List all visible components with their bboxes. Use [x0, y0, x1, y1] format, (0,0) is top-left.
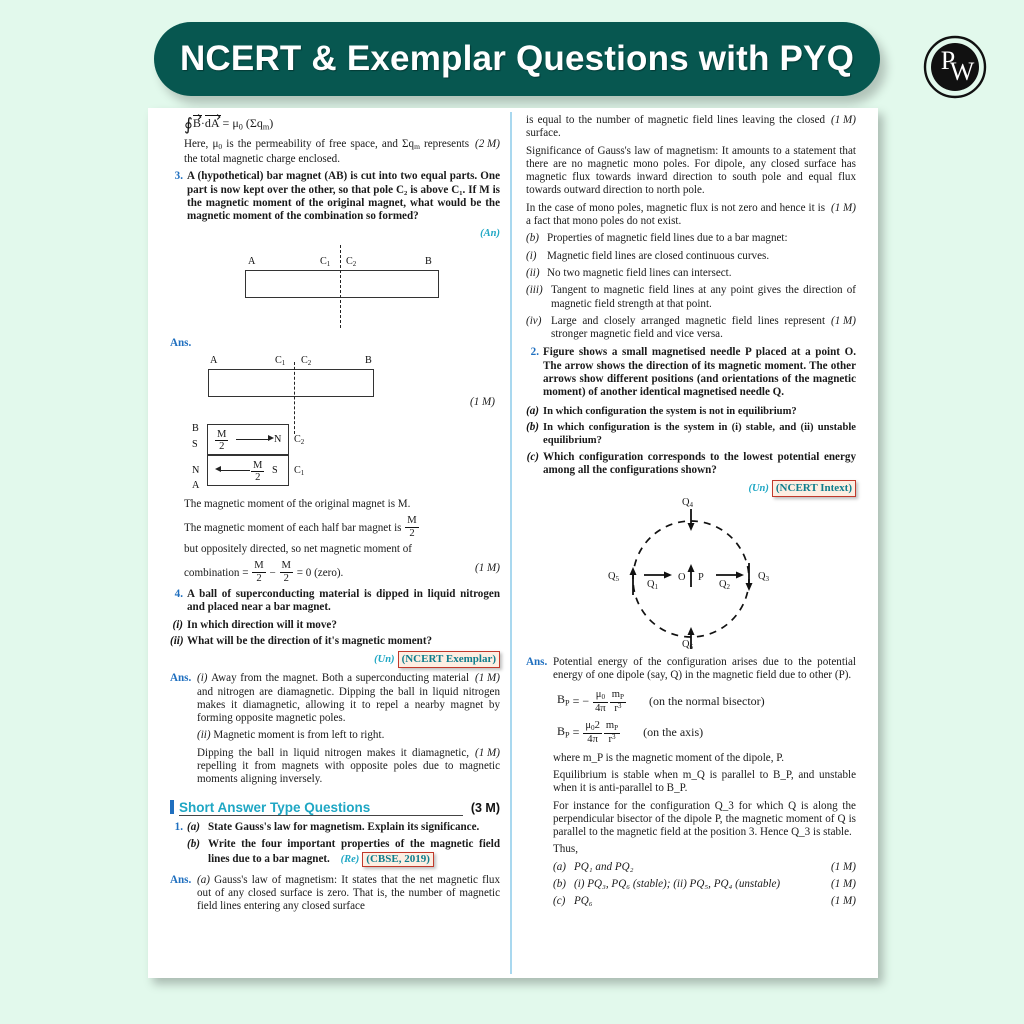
- sa-q2-c-label: (c): [526, 450, 539, 463]
- answer-4-ii-text: Magnetic moment is from left to right.: [213, 729, 385, 742]
- sa-question-1: [170, 821, 500, 871]
- sa-q2-b-label: (b): [526, 420, 539, 433]
- sa-answer-1-a-label: (a): [197, 873, 210, 886]
- needle-configuration-diagram: [526, 497, 856, 656]
- here-sub-1: 0: [218, 141, 223, 151]
- eq1-lhs: $B_P$: [557, 692, 570, 708]
- sa-answer-2-equilibrium: Equilibrium is stable when m_Q is parallel to B_P, and unstable when it is anti-parallel to B_P.: [553, 768, 856, 795]
- skill-tag-un-2: (Un): [748, 483, 769, 495]
- mono-text: In the case of mono poles, magnetic flux is not zero and hence it is a fact that mono poles do not exist.: [526, 201, 826, 228]
- property-iii: [526, 284, 856, 311]
- sa-q2-a-label: (a): [526, 404, 539, 417]
- property-iv: [526, 315, 856, 342]
- diagram3-label-S-bot: S: [272, 464, 278, 476]
- sa-answer-2-a-label: (a): [553, 860, 566, 873]
- eq2-frac-mp: $\frac{m_P}{r^3}$: [605, 720, 619, 746]
- sa-question-1-number: 1.: [174, 820, 183, 833]
- mm4-frac-2: $\frac{M}{2}$: [281, 560, 291, 584]
- answer-4-part-i: [197, 672, 500, 725]
- diagram3-arrow-top-line: [236, 439, 269, 440]
- sa-answer-2-body: [553, 656, 856, 912]
- diagram3-frac-top: $\frac{M}{2}$: [217, 428, 227, 453]
- question-4: [170, 588, 500, 615]
- question-4-sub-ii-label: (ii): [170, 635, 184, 647]
- sa-q2-b-text: In which configuration is the system in (i) stable, and (ii) unstable equilibrium?: [543, 421, 856, 447]
- answer-4-part-ii: [197, 729, 500, 742]
- mm4-post: = 0 (zero).: [296, 567, 344, 580]
- paragraph-magnetic-moment-1: The magnetic moment of the original magnet is M.: [184, 497, 411, 510]
- needle-label-Q4: $Q_4$: [682, 497, 694, 510]
- mm4-marks: (1 M): [475, 562, 500, 575]
- sa-answer-2-a-text: PQ₁ and PQ₂: [574, 860, 634, 873]
- diagram1-magnet-body: [245, 270, 439, 298]
- property-ii-text: No two magnetic field lines can intersect.: [547, 266, 732, 279]
- property-b-label: (b): [526, 232, 539, 245]
- needle-label-O: O: [678, 572, 686, 584]
- paragraph-here: [170, 138, 500, 167]
- sa-answer-1-body: [197, 874, 500, 914]
- property-b: [526, 232, 856, 245]
- answer-4-p3-marks: (1 M): [475, 746, 500, 759]
- sa-question-2: [526, 346, 856, 399]
- gauss-law-equation: [170, 117, 500, 134]
- section-header-short-answer: [170, 798, 500, 816]
- question-4-sub-ii-text: What will be the direction of it's magnetic moment?: [187, 635, 433, 647]
- needle-label-Q1: $Q_1$: [647, 579, 659, 592]
- property-i: [526, 250, 856, 263]
- diagram2-marks: (1 M): [470, 395, 495, 408]
- sa-answer-2-b-marks: (1 M): [831, 878, 856, 890]
- sa-q1-a-label: (a): [187, 820, 200, 833]
- answer-4-i-marks: (1 M): [475, 672, 500, 685]
- property-ii-label: (ii): [526, 266, 540, 279]
- sa-q1-b-label: (b): [187, 838, 200, 851]
- needle-label-Q3: $Q_3$: [758, 571, 770, 584]
- eq2-lhs: $B_P$: [557, 723, 570, 739]
- answer-4-i-label: (i): [197, 672, 208, 685]
- question-3: [170, 170, 500, 223]
- mm4-frac-1: $\frac{M}{2}$: [254, 560, 264, 584]
- sa-q2-part-a: [526, 405, 856, 418]
- paren-close: ): [269, 116, 274, 130]
- sa-q1-b-text: Write the four important properties of the magnetic field lines due to a bar magnet.: [208, 838, 500, 865]
- mu-symbol: μ: [232, 116, 239, 130]
- eq2-frac-mu: $\frac{\mu_02}{4\pi}$: [585, 720, 600, 746]
- bar-magnet-diagram-1: [170, 245, 500, 337]
- diagram3-frac-bot: $\frac{M}{2}$: [253, 459, 263, 484]
- eq1-frac-mp: $\frac{m_P}{r^3}$: [611, 688, 625, 714]
- sa-answer-2-c-text: PQ₆: [574, 895, 593, 908]
- svg-text:W: W: [949, 57, 975, 86]
- question-3-tags: [170, 226, 500, 241]
- diagram1-label-C1: $C_1$: [320, 256, 331, 269]
- sa-answer-1-a-text: Gauss's law of magnetism: It states that the net magnetic flux out of any closed surface is zero. That is, the number of magnetic field lines entering any closed surface: [197, 873, 501, 913]
- left-column: [170, 114, 500, 917]
- sa-q2-part-b: [526, 421, 856, 448]
- diagram3-arrow-bot-line: [221, 470, 250, 471]
- answer-4-body: [197, 672, 500, 790]
- sa-answer-2-a: [553, 861, 856, 874]
- here-sub-2: m: [414, 141, 420, 151]
- mm2-fraction: $\frac{M}{2}$: [407, 515, 417, 539]
- diagram3-label-C1: $C_1$: [294, 464, 305, 477]
- cont-top-text: is equal to the number of magnetic field lines leaving the closed surface.: [526, 114, 826, 140]
- sa-answer-2-instance: For instance for the configuration Q_3 for which Q is along the perpendicular bisector of the dipole P, the magnetic moment of Q is parallel to the magnetic field at the position 3. Hence Q_3 is stable.: [553, 799, 856, 839]
- question-4-sub-ii: [170, 635, 500, 648]
- bar-magnet-diagram-2: [170, 354, 500, 422]
- diagram1-cut-line: [340, 245, 341, 328]
- paragraph-significance: Significance of Gauss's law of magnetism: It amounts to a statement that there are no magnetic mono poles. For dipole, any closed surface has magnetic flux towards inward direction to south pole and equal flux towards outward direction to north pole.: [526, 144, 856, 197]
- diagram1-label-A: A: [248, 256, 256, 268]
- vector-B: B: [192, 116, 201, 130]
- equals-sign: =: [222, 116, 230, 130]
- right-column: [526, 114, 856, 916]
- diagram2-label-B: B: [365, 354, 372, 366]
- diagram3-label-A: A: [192, 479, 200, 491]
- header-banner: [154, 22, 880, 96]
- sa-q1-part-a: [187, 821, 500, 834]
- sa-question-2-text: Figure shows a small magnetised needle P placed at a point O. The arrow shows the direction of its magnetic moment. The other arrows show different positions (and orientations of the magnetic moment) of another identical magnetised needle Q.: [543, 346, 856, 399]
- sa-answer-2-c: [553, 895, 856, 908]
- needle-label-P: P: [698, 572, 704, 584]
- diagram2-label-C1: $C_1$: [275, 354, 286, 367]
- property-iii-text: Tangent to magnetic field lines at any point gives the direction of magnetic field strength at that point.: [551, 284, 856, 310]
- diagram3-label-C2: $C_2$: [294, 433, 305, 446]
- property-ii: [526, 267, 856, 280]
- sa-answer-2-p1: Potential energy of the configuration arises due to the potential energy of one dipole (say, Q) in the magnetic field due to other (P).: [553, 656, 856, 682]
- equation-Bp-bisector: [557, 689, 856, 714]
- eq2-equals: =: [572, 725, 580, 740]
- diagram1-label-B: B: [425, 256, 432, 268]
- sa-answer-2-b-label: (b): [553, 878, 566, 890]
- sa-question-1-body: [187, 821, 500, 871]
- eq1-frac-mu: $\frac{\mu_0}{4\pi}$: [595, 688, 606, 714]
- question-4-number: 4.: [174, 588, 183, 601]
- answer-4-part-3: [197, 747, 500, 787]
- sa-answer-2-thus: Thus,: [553, 843, 578, 856]
- answer-4-p3-text: Dipping the ball in liquid nitrogen makes it diamagnetic, repelling it from magnets with opposite poles due to magnetic moments aligning inversely.: [197, 746, 500, 786]
- question-4-text: A ball of superconducting material is dipped in liquid nitrogen and placed near a bar magnet.: [187, 588, 500, 614]
- diagram2-label-A: A: [210, 354, 218, 366]
- paragraph-continuation: [526, 114, 856, 141]
- sa-answer-1: [170, 874, 500, 914]
- diagram1-label-C2: $C_2$: [346, 256, 357, 269]
- paragraph-magnetic-moment-3: but oppositely directed, so net magnetic moment of: [184, 542, 412, 555]
- sa-answer-2-c-label: (c): [553, 895, 566, 908]
- diagram3-label-S-top: S: [192, 438, 198, 450]
- sa-q2-tags: [526, 480, 856, 497]
- cont-top-marks: (1 M): [831, 114, 856, 126]
- skill-tag-an: (An): [480, 228, 500, 240]
- section-title: Short Answer Type Questions: [179, 801, 463, 816]
- answer-3-label-row: [170, 337, 500, 350]
- sa-question-2-number: 2.: [530, 346, 539, 359]
- source-tag-ncert-exemplar: (NCERT Exemplar): [398, 651, 500, 668]
- diagram2-label-C2: $C_2$: [301, 354, 312, 367]
- question-4-sub-i-text: In which direction will it move?: [187, 618, 337, 631]
- svg-text:P: P: [940, 46, 956, 75]
- question-4-sub-i-label: (i): [172, 618, 183, 631]
- contour-integral-icon: ∮: [184, 115, 193, 134]
- question-4-tags: [170, 651, 500, 668]
- property-i-label: (i): [526, 249, 537, 262]
- answer-4-label: Ans.: [170, 672, 192, 685]
- question-3-text: A (hypothetical) bar magnet (AB) is cut into two equal parts. One part is now kept over the other, so that pole C₂ is above C₁. If M is the magnetic moment of the original magnet, what would be the magnetic moment of the combination so formed?: [187, 170, 500, 223]
- needle-label-Q6: $Q_6$: [682, 639, 694, 652]
- sa-answer-2-a-marks: (1 M): [831, 860, 856, 873]
- sa-answer-2-c-marks: (1 M): [831, 895, 856, 908]
- answer-4-i-text: Away from the magnet. Both a superconducting material and nitrogen are diamagnetic. Dipping the ball in liquid nitrogen makes it diamagnetic, allowing it to repel a nearby magnet by forming opposite magnetic poles.: [197, 672, 500, 725]
- source-tag-ncert-intext: (NCERT Intext): [772, 480, 856, 497]
- source-tag-cbse-2019: (CBSE, 2019): [362, 852, 434, 867]
- paragraph-magnetic-moment-2: [170, 515, 500, 539]
- sa-answer-2-b: [553, 878, 856, 891]
- here-text-2: is the permeability of free space, and Σq: [222, 137, 415, 150]
- vector-dA: dA: [204, 116, 220, 130]
- property-iv-wrap: [551, 315, 856, 342]
- mono-marks: (1 M): [831, 201, 856, 214]
- property-i-text: Magnetic field lines are closed continuous curves.: [547, 249, 770, 262]
- sigma-q-text: (Σq: [245, 116, 263, 130]
- sa-q1-part-b: [187, 838, 500, 867]
- eq1-note: (on the normal bisector): [649, 693, 765, 708]
- sigma-q-subscript: m: [262, 122, 270, 132]
- mu-subscript: 0: [238, 122, 243, 132]
- sa-q2-part-c: [526, 451, 856, 478]
- bar-magnet-diagram-3: [170, 422, 500, 492]
- eq2-note: (on the axis): [643, 725, 704, 740]
- diagram3-label-N-bot: N: [192, 464, 200, 476]
- sa-answer-2-where: where m_P is the magnetic moment of the dipole, P.: [553, 751, 784, 764]
- sa-answer-2-b-text: (i) PQ₃, PQ₆ (stable); (ii) PQ₅, PQ₄ (unstable): [574, 878, 781, 890]
- dot-operator: ·: [200, 116, 205, 130]
- sa-q2-c-text: Which configuration corresponds to the lowest potential energy among all the configurations shown?: [543, 450, 856, 476]
- mm4-pre: combination =: [184, 567, 249, 580]
- equation-Bp-axis: [557, 720, 856, 745]
- sa-q1-b-text-wrap: [208, 838, 500, 867]
- paragraph-magnetic-moment-4: [170, 560, 500, 584]
- skill-tag-un: (Un): [374, 654, 395, 666]
- section-marks: (3 M): [470, 800, 500, 815]
- property-b-text: Properties of magnetic field lines due to a bar magnet:: [547, 232, 788, 245]
- sa-answer-2: [526, 656, 856, 912]
- page-title: NCERT & Exemplar Questions with PYQ: [179, 39, 855, 78]
- skill-tag-re: (Re): [340, 853, 360, 865]
- sa-answer-2-label: Ans.: [526, 656, 548, 669]
- mm2-text: The magnetic moment of each half bar magnet is: [184, 522, 402, 535]
- document-page: [148, 108, 878, 978]
- needle-label-Q5: $Q_5$: [608, 571, 620, 584]
- diagram3-label-N-top: N: [274, 433, 282, 445]
- pw-logo-icon: [922, 34, 988, 100]
- answer-3-label: Ans.: [170, 337, 192, 350]
- property-iv-label: (iv): [526, 314, 542, 327]
- property-iv-marks: (1 M): [831, 314, 856, 327]
- property-iii-label: (iii): [526, 284, 543, 297]
- pw-logo: [922, 34, 988, 100]
- needle-label-Q2: $Q_2$: [719, 579, 731, 592]
- column-divider: [510, 112, 512, 974]
- diagram2-magnet-body: [208, 369, 374, 397]
- here-text-3: represents the total magnetic charge enclosed.: [184, 137, 470, 165]
- here-text-1: Here, μ: [184, 137, 219, 150]
- needle-diagram-svg: [526, 501, 856, 656]
- mm4-minus: −: [269, 567, 276, 580]
- eq1-equals: = −: [572, 693, 590, 708]
- question-4-sub-i: [170, 619, 500, 632]
- sa-q1-a-text: State Gauss's law for magnetism. Explain its significance.: [208, 820, 480, 833]
- answer-4: [170, 672, 500, 790]
- question-3-number: 3.: [174, 170, 183, 183]
- marks-2m: (2 M): [475, 137, 500, 150]
- sa-answer-1-label: Ans.: [170, 873, 192, 886]
- paragraph-monopoles: [526, 202, 856, 229]
- diagram3-label-B: B: [192, 422, 199, 434]
- answer-4-ii-label: (ii): [197, 729, 211, 742]
- sa-q2-a-text: In which configuration the system is not in equilibrium?: [543, 405, 797, 417]
- property-iv-text: Large and closely arranged magnetic field lines represent stronger magnetic field and vice versa.: [551, 314, 826, 341]
- section-accent-bar: [170, 800, 174, 814]
